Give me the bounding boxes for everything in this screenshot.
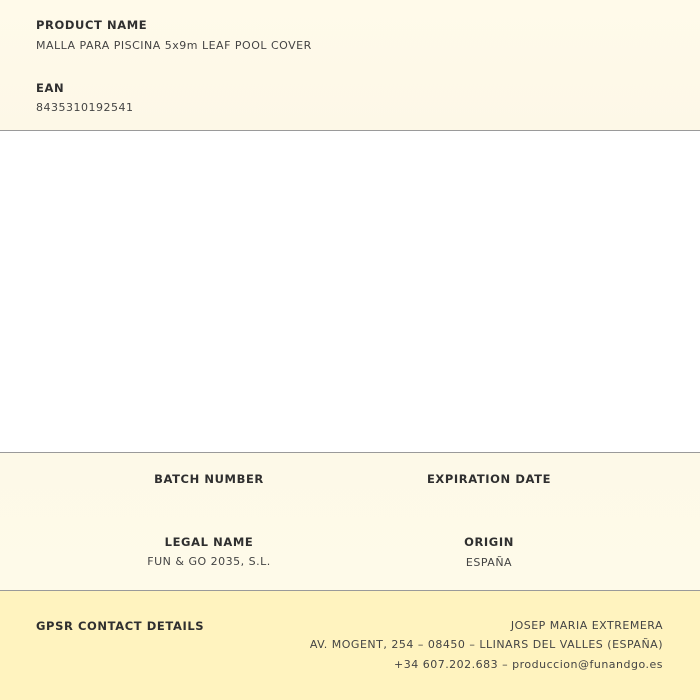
gpsr-address: AV. MOGENT, 254 – 08450 – LLINARS DEL VALLES (ESPAÑA) xyxy=(309,638,663,651)
origin-value: ESPAÑA xyxy=(465,556,513,569)
details-section xyxy=(0,452,700,591)
expiration-date-label: EXPIRATION DATE xyxy=(426,472,552,486)
product-name-label: PRODUCT NAME xyxy=(36,18,148,32)
gpsr-contact-label: GPSR CONTACT DETAILS xyxy=(36,619,205,633)
legal-name-label: LEGAL NAME xyxy=(164,535,254,549)
origin-label: ORIGIN xyxy=(464,535,514,549)
gpsr-contact-section xyxy=(0,591,700,700)
gpsr-phone-email: +34 607.202.683 – produccion@funandgo.es xyxy=(393,658,663,671)
product-name-value: MALLA PARA PISCINA 5x9m LEAF POOL COVER xyxy=(36,39,312,52)
batch-number-label: BATCH NUMBER xyxy=(154,472,264,486)
ean-value: 8435310192541 xyxy=(36,101,134,114)
gpsr-contact-name: JOSEP MARIA EXTREMERA xyxy=(510,619,663,632)
legal-name-value: FUN & GO 2035, S.L. xyxy=(147,555,271,568)
blank-content-area xyxy=(0,131,700,452)
product-info-section xyxy=(0,0,700,131)
ean-label: EAN xyxy=(36,81,65,95)
